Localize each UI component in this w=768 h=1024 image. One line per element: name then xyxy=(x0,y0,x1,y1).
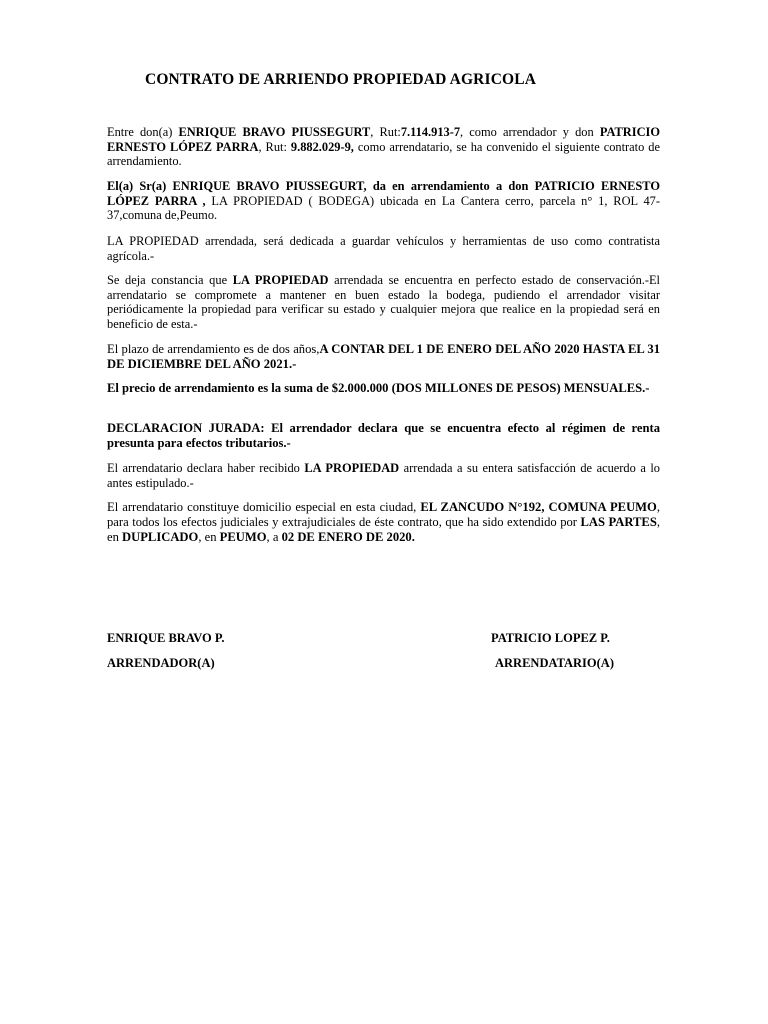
paragraph-object xyxy=(107,179,660,223)
signature-left-role: ARRENDADOR(A) xyxy=(107,656,215,670)
bold-run: LA PROPIEDAD xyxy=(232,273,329,287)
bold-run: DUPLICADO xyxy=(122,530,199,544)
text-run: , a xyxy=(266,530,282,544)
paragraph-declaration xyxy=(107,421,660,451)
text-run: , en xyxy=(198,530,220,544)
text-run: , Rut: xyxy=(370,125,401,139)
bold-run: DECLARACION JURADA: El arrendador declara que se encuentra efecto al régimen de renta presunta para efectos tributarios.- xyxy=(107,421,660,450)
text-run: como arrendatario, se ha convenido el siguiente contrato de arrendamiento. xyxy=(107,139,660,168)
bold-run: 9.882.029-9, xyxy=(290,139,354,154)
text-run: , en xyxy=(107,515,660,544)
text-run: El arrendatario declara haber recibido xyxy=(107,461,305,475)
bold-run: LAS PARTES xyxy=(580,515,657,529)
bold-run: A CONTAR DEL 1 DE ENERO DEL AÑO 2020 HASTA EL 31 DE DICIEMBRE DEL AÑO 2021.- xyxy=(107,342,660,371)
signature-right-role: ARRENDATARIO(A) xyxy=(495,656,614,670)
text-run: LA PROPIEDAD arrendada, será dedicada a guardar vehículos y herramientas de uso como contratista agrícola.- xyxy=(107,234,660,263)
bold-run: PATRICIO ERNESTO LÓPEZ PARRA xyxy=(107,125,660,154)
paragraph-parties xyxy=(107,125,660,169)
paragraph-price xyxy=(107,381,660,396)
paragraph-term xyxy=(107,342,660,372)
bold-run: El precio de arrendamiento es la suma de $2.000.000 (DOS MILLONES DE PESOS) MENSUALES.- xyxy=(107,381,650,395)
text-run: , para todos los efectos judiciales y extrajudiciales de éste contrato, que ha sido extendido por xyxy=(107,500,660,529)
text-run: Se deja constancia que xyxy=(107,273,233,287)
text-run: El plazo de arrendamiento es de dos años, xyxy=(107,342,320,356)
text-run: El arrendatario constituye domicilio especial en esta ciudad, xyxy=(107,500,421,514)
bold-run: El(a) Sr(a) ENRIQUE BRAVO PIUSSEGURT, da en arrendamiento a don PATRICIO ERNESTO LÓPEZ PARRA , xyxy=(107,179,660,208)
bold-run: ENRIQUE BRAVO PIUSSEGURT xyxy=(178,125,371,139)
signature-left-name: ENRIQUE BRAVO P. xyxy=(107,631,225,645)
text-run: Entre don(a) xyxy=(107,125,179,139)
text-run: , como arrendador y don xyxy=(460,125,600,139)
bold-run: 02 DE ENERO DE 2020. xyxy=(281,530,415,544)
bold-run: 7.114.913-7 xyxy=(400,125,461,139)
text-run: LA PROPIEDAD ( BODEGA) ubicada en La Cantera cerro, parcela n° 1, ROL 47-37,comuna de,Peumo. xyxy=(107,193,660,222)
paragraph-use xyxy=(107,234,660,263)
signature-right-name: PATRICIO LOPEZ P. xyxy=(491,631,610,645)
paragraph-condition xyxy=(107,273,660,331)
text-run: arrendada se encuentra en perfecto estado de conservación.-El arrendatario se compromete a mantener en buen estado la bodega, pudiendo el arrendador visitar periódicamente la propiedad para verificar su estado y cualquier mejora que realice en la propiedad será en beneficio de esta.- xyxy=(107,273,660,331)
text-run: arrendada a su entera satisfacción de acuerdo a lo antes estipulado.- xyxy=(107,461,660,490)
bold-run: EL ZANCUDO N°192, COMUNA PEUMO xyxy=(420,500,657,514)
document-title: CONTRATO DE ARRIENDO PROPIEDAD AGRICOLA xyxy=(145,71,537,88)
bold-run: PEUMO xyxy=(219,530,267,544)
paragraph-receipt xyxy=(107,461,660,490)
paragraph-domicile xyxy=(107,500,660,545)
bold-run: LA PROPIEDAD xyxy=(304,461,400,475)
text-run: , Rut: xyxy=(258,139,291,154)
